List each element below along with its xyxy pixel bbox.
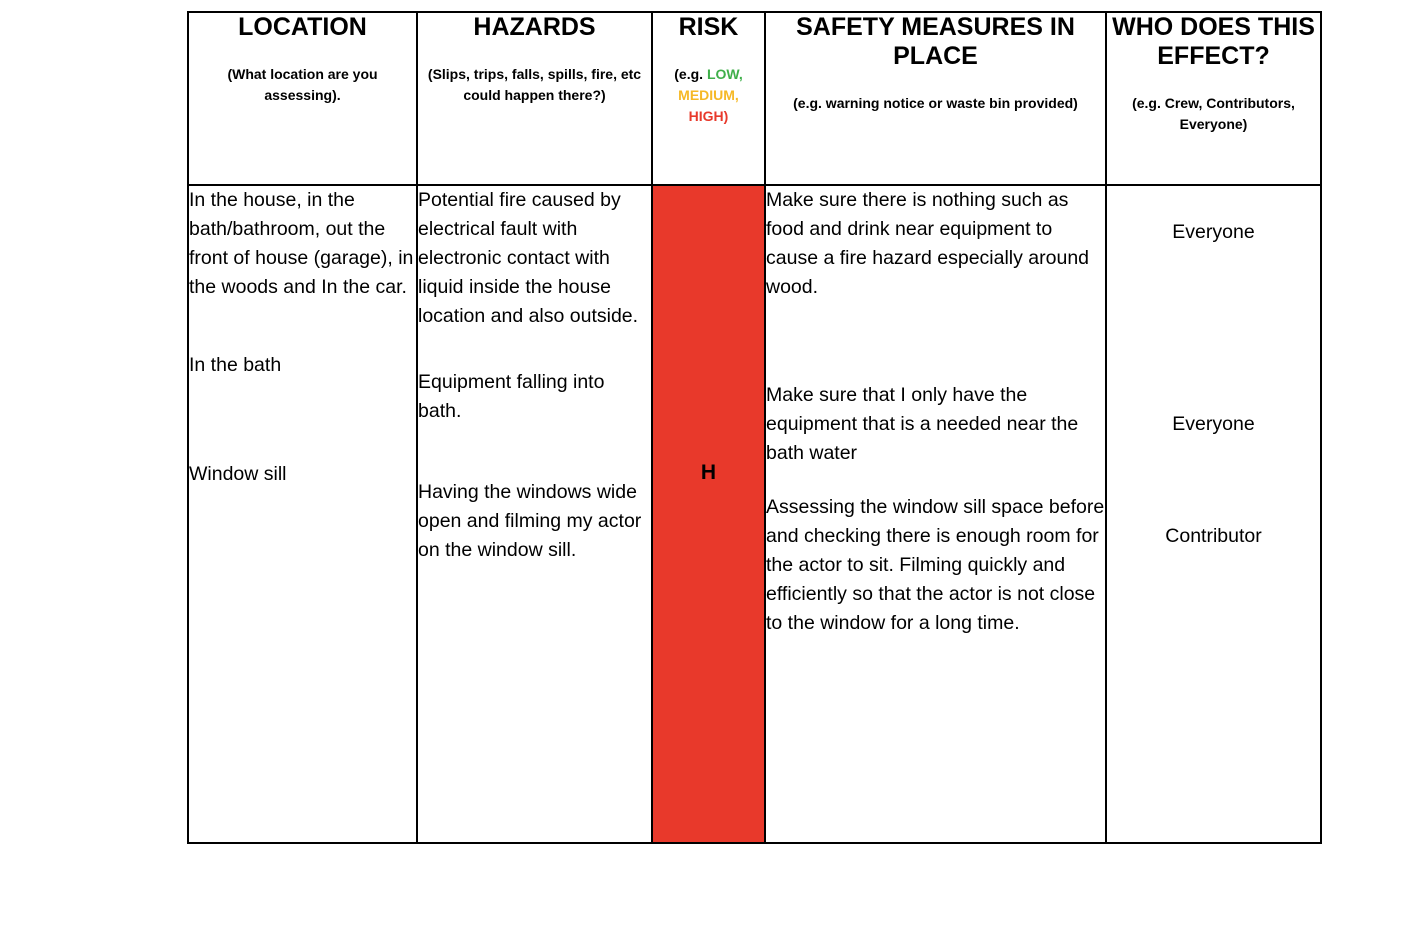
- safety-measure-entry: Assessing the window sill space before and checking there is enough room for the actor to sit. Filming quickly and efficiently so that the actor is not close to the window for a long time.: [766, 496, 1105, 634]
- column-title-hazards: HAZARDS: [473, 13, 596, 41]
- cell-risk-level: [652, 185, 765, 843]
- risk-legend-low: LOW,: [706, 66, 743, 82]
- header-who-effect: [1106, 12, 1321, 185]
- hazard-entry: Having the windows wide open and filming my actor on the window sill.: [418, 481, 642, 561]
- safety-measure-entry: Make sure there is nothing such as food and drink near equipment to cause a fire hazard especially around wood.: [766, 189, 1090, 298]
- column-subtitle-hazards: (Slips, trips, falls, spills, fire, etc could happen there?): [427, 66, 642, 103]
- column-title-safety-measures: SAFETY MEASURES IN PLACE: [796, 13, 1075, 70]
- cell-hazards: [417, 185, 652, 843]
- risk-legend-medium: MEDIUM,: [678, 87, 739, 103]
- hazard-entry: Equipment falling into bath.: [418, 371, 605, 422]
- risk-legend-prefix: (e.g.: [674, 66, 707, 82]
- column-title-who-effect: WHO DOES THIS EFFECT?: [1112, 13, 1315, 70]
- cell-safety-measures: [765, 185, 1106, 843]
- safety-measure-entry: Make sure that I only have the equipment that is a needed near the bath water: [766, 384, 1079, 464]
- header-safety-measures: [765, 12, 1106, 185]
- column-title-location: LOCATION: [238, 13, 367, 41]
- risk-legend: [653, 64, 764, 127]
- risk-assessment-table: [187, 11, 1322, 844]
- hazard-entry: Potential fire caused by electrical fault with electronic contact with liquid inside the house location and also outside.: [418, 189, 639, 327]
- column-title-risk: RISK: [678, 13, 739, 41]
- column-subtitle-safety-measures: (e.g. warning notice or waste bin provided): [793, 95, 1078, 111]
- header-location: [188, 12, 417, 185]
- location-entry: Window sill: [189, 463, 287, 485]
- column-subtitle-who-effect: (e.g. Crew, Contributors, Everyone): [1132, 95, 1295, 132]
- header-risk: [652, 12, 765, 185]
- who-entry: Everyone: [1172, 413, 1255, 435]
- location-entry: In the house, in the bath/bathroom, out the front of house (garage), in the woods and In the car.: [189, 189, 414, 298]
- cell-who-effect: [1106, 185, 1321, 843]
- header-hazards: [417, 12, 652, 185]
- who-entry: Contributor: [1165, 525, 1262, 547]
- column-subtitle-location: (What location are you assessing).: [227, 66, 378, 103]
- header-row: [188, 12, 1321, 185]
- location-entry: In the bath: [189, 354, 282, 376]
- cell-location: [188, 185, 417, 843]
- risk-grade: H: [700, 461, 717, 484]
- body-row: [188, 185, 1321, 843]
- who-entry: Everyone: [1172, 221, 1255, 243]
- risk-legend-high: HIGH): [688, 108, 729, 124]
